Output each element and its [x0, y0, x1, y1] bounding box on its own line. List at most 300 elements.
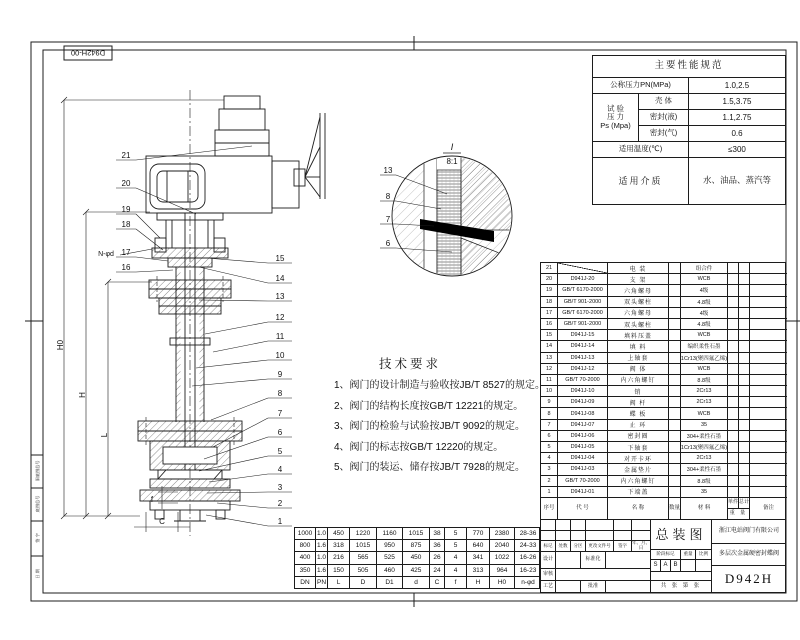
- tb-stage-a: A: [661, 560, 671, 572]
- bom-no: 17: [541, 308, 558, 319]
- bom-unit-weight: [728, 330, 739, 341]
- bom-qty: [669, 319, 681, 330]
- margin-label: 签 字: [35, 533, 40, 543]
- bom-qty: [669, 420, 681, 431]
- bom-remark: [750, 297, 787, 308]
- callout: 1: [277, 517, 283, 526]
- bom-name: 双头螺柱: [608, 319, 669, 330]
- spec-seal-gas-value: 0.6: [689, 126, 785, 142]
- bom-qty: [669, 330, 681, 341]
- tb-blank: [571, 520, 586, 531]
- dim-cell: 16-23: [515, 565, 541, 577]
- callout: 13: [383, 166, 393, 175]
- spec-test-pressure-label: [593, 94, 639, 142]
- dim-l: L: [100, 432, 109, 438]
- tb-blank: [586, 531, 614, 542]
- bom-remark: [750, 476, 787, 487]
- bom-material: 1Cr13(聚四氟乙烯): [681, 442, 728, 453]
- bom-qty: [669, 408, 681, 419]
- dim-cell: 450: [403, 552, 430, 564]
- dim-cell: 425: [403, 565, 430, 577]
- bom-total-weight: [739, 431, 750, 442]
- bom-total-weight: [739, 319, 750, 330]
- spec-seal-gas-label: 密封(气): [639, 126, 689, 142]
- bom-code: GB/T 901-2000: [558, 319, 608, 330]
- bom-qty: [669, 364, 681, 375]
- bom-unit-weight: [728, 364, 739, 375]
- callout: 5: [277, 447, 283, 456]
- spec-seal-liquid-label: 密封(液): [639, 110, 689, 126]
- tb-blank: [556, 520, 571, 531]
- tb-stage-mark: 阶段标记: [651, 550, 681, 560]
- bom-material: 4.8级: [681, 297, 728, 308]
- margin-label: 底图总号: [35, 495, 40, 513]
- bom-unit-weight: [728, 341, 739, 352]
- dim-header: n-φd: [521, 579, 535, 587]
- bom-qty: [669, 308, 681, 319]
- bom-name: 六角螺母: [608, 308, 669, 319]
- bom-no: 8: [541, 408, 558, 419]
- dim-cell: 2380: [490, 528, 515, 540]
- detail-scale: 8:1: [446, 157, 458, 166]
- bom-remark: [750, 341, 787, 352]
- bom-total-weight: [739, 386, 750, 397]
- dim-cell: 38: [430, 528, 445, 540]
- bom-name: 六角螺母: [608, 285, 669, 296]
- bom-remark: [750, 319, 787, 330]
- bom-no: 3: [541, 464, 558, 475]
- dim-cell: 1.6: [316, 540, 328, 552]
- tb-stage-s: S: [651, 560, 661, 572]
- bom-code: D941J-13: [558, 353, 608, 364]
- tb-blank: [556, 531, 571, 542]
- bom-unit-weight: [728, 297, 739, 308]
- bom-code: D941J-10: [558, 386, 608, 397]
- spec-test-line: Ps (Mpa): [600, 120, 631, 130]
- tb-sign: 签字: [614, 541, 632, 552]
- dim-cell: 5: [445, 540, 467, 552]
- bom-no: 4: [541, 453, 558, 464]
- title-block: [540, 520, 786, 593]
- bom-remark: [750, 308, 787, 319]
- callout: 15: [275, 254, 285, 263]
- bom-total-weight: [739, 364, 750, 375]
- dim-c: C: [159, 517, 165, 526]
- bom-unit-weight: [728, 431, 739, 442]
- bom-total-weight: [739, 442, 750, 453]
- dim-cell: 460: [377, 565, 403, 577]
- dim-cell: 26: [430, 552, 445, 564]
- callout: 6: [385, 239, 391, 248]
- bom-total-weight: [739, 353, 750, 364]
- bom-header-material: 材 料: [681, 498, 728, 519]
- callout: 11: [275, 332, 285, 341]
- dim-cell: 1022: [490, 552, 515, 564]
- tb-sheet-note: 共 张 第 张: [651, 581, 712, 593]
- bom-no: 15: [541, 330, 558, 341]
- bom-unit-weight: [728, 476, 739, 487]
- dim-cell: 313: [467, 565, 490, 577]
- bom-unit-weight: [728, 285, 739, 296]
- spec-media-label: 适用介质: [593, 158, 689, 204]
- bom-qty: [669, 274, 681, 285]
- bom-unit-weight: [728, 375, 739, 386]
- detail-label: I: [450, 142, 454, 152]
- bom-no: 18: [541, 297, 558, 308]
- bom-remark: [750, 263, 787, 274]
- bom-total-weight: [739, 464, 750, 475]
- bom-qty: [669, 476, 681, 487]
- tb-blank: [614, 520, 632, 531]
- bom-no: 13: [541, 353, 558, 364]
- bom-total-weight: [739, 476, 750, 487]
- bom-qty: [669, 375, 681, 386]
- spec-shell-label: 壳 体: [639, 94, 689, 110]
- bom-material: 8.8级: [681, 476, 728, 487]
- callout: 9: [277, 370, 283, 379]
- corner-code: D942H-00: [70, 48, 106, 58]
- dim-cell: 525: [377, 552, 403, 564]
- callout: 13: [275, 292, 285, 301]
- spec-test-line: 压 力: [606, 112, 625, 122]
- tech-req-item: 3、阀门的检验与试验按JB/T 9092的规定。: [334, 421, 525, 432]
- tech-req-title: 技术要求: [378, 357, 441, 371]
- technical-requirements: [334, 354, 574, 479]
- tb-blank: [681, 560, 696, 572]
- callout: 6: [277, 428, 283, 437]
- bom-name: 蝶 板: [608, 408, 669, 419]
- bom-material: 35: [681, 420, 728, 431]
- dim-cell: 150: [328, 565, 350, 577]
- bom-unit-weight: [728, 397, 739, 408]
- dim-cell: 36: [430, 540, 445, 552]
- dim-header: PN: [316, 577, 328, 589]
- bom-total-weight: [739, 297, 750, 308]
- dim-cell: 341: [467, 552, 490, 564]
- dim-cell: 964: [490, 565, 515, 577]
- bom-material: 编织柔性石墨: [681, 341, 728, 352]
- bom-name: 支 架: [608, 274, 669, 285]
- spec-pn-value: 1.0,2.5: [689, 78, 785, 94]
- bom-no: 1: [541, 487, 558, 498]
- bom-code: GB/T 70-2000: [558, 375, 608, 386]
- dim-cell: 1.6: [316, 565, 328, 577]
- bom-unit-weight: [728, 442, 739, 453]
- bom-no: 10: [541, 386, 558, 397]
- dim-cell: 400: [295, 552, 316, 564]
- bom-header-weight: [728, 498, 750, 519]
- margin-labels: [34, 461, 41, 579]
- bom-header-remark: 备注: [762, 504, 774, 511]
- bom-name: 内六角螺钉: [608, 476, 669, 487]
- bom-header-name: 名 称: [608, 498, 669, 519]
- callout: 8: [277, 389, 283, 398]
- dim-cell: 5: [445, 528, 467, 540]
- bom-total-weight: [739, 285, 750, 296]
- bom-name: 阀 杆: [608, 397, 669, 408]
- tech-req-item: 1、阀门的设计制造与验收按JB/T 8527的规定。: [334, 380, 545, 391]
- dim-cell: 1220: [350, 528, 377, 540]
- bom-no: 2: [541, 476, 558, 487]
- bom-header-weight-label: 重 量: [729, 510, 748, 517]
- bom-unit-weight: [728, 308, 739, 319]
- dim-cell: 505: [350, 565, 377, 577]
- bom-qty: [669, 263, 681, 274]
- bom-unit-weight: [728, 408, 739, 419]
- bom-remark: [750, 453, 787, 464]
- tb-design: 设计: [541, 552, 556, 569]
- dim-header: DN: [295, 577, 316, 589]
- bom-remark: [750, 386, 787, 397]
- bom-name: 密封圈: [608, 431, 669, 442]
- bom-total-weight: [739, 341, 750, 352]
- bom-code: GB/T 6170-2000: [558, 308, 608, 319]
- dim-cell: 350: [295, 565, 316, 577]
- bom-total-weight: [739, 397, 750, 408]
- tb-blank: [632, 520, 651, 531]
- bom-total-weight: [739, 274, 750, 285]
- bom-name: 对开卡环: [608, 453, 669, 464]
- bom-header-code: 代 号: [558, 498, 608, 519]
- dim-cell: 16-26: [515, 552, 541, 564]
- bom-remark: [750, 431, 787, 442]
- bom-unit-weight: [728, 319, 739, 330]
- tb-assembly-title: 总装图: [651, 520, 712, 550]
- dim-cell: 800: [295, 540, 316, 552]
- bom-header: [540, 497, 786, 520]
- spec-seal-liquid-value: 1.1,2.75: [689, 110, 785, 126]
- spec-test-line: 试 验: [606, 103, 625, 113]
- bom-code: GB/T 70-2000: [558, 476, 608, 487]
- detail-view: [380, 142, 512, 276]
- bom-unit-weight: [728, 420, 739, 431]
- tb-process: 工艺: [541, 581, 556, 594]
- callout: 18: [121, 220, 131, 229]
- bom-qty: [669, 397, 681, 408]
- bom-no: 20: [541, 274, 558, 285]
- bom-remark: [750, 408, 787, 419]
- bom-material: WCB: [681, 274, 728, 285]
- callout: 17: [121, 248, 131, 257]
- margin-label: 日 期: [35, 569, 40, 579]
- bom-header-qty: 数量: [669, 498, 681, 519]
- bom-header-total: 总计: [739, 499, 750, 506]
- bom-material: WCB: [681, 408, 728, 419]
- bom-no: 16: [541, 319, 558, 330]
- tb-blank: [556, 552, 581, 569]
- performance-spec-table: [592, 55, 786, 205]
- dim-cell: 1000: [295, 528, 316, 540]
- bom-name: 填料压盖: [608, 330, 669, 341]
- dim-cell: 216: [328, 552, 350, 564]
- tb-blank: [696, 560, 712, 572]
- tb-approve: 批准: [581, 581, 606, 594]
- dim-header: H: [467, 577, 490, 589]
- tech-req-item: 2、阀门的结构长度按GB/T 12221的规定。: [334, 400, 524, 412]
- bom-name: 电 装: [608, 263, 669, 274]
- bom-qty: [669, 431, 681, 442]
- tb-blank: [571, 531, 586, 542]
- callout: 21: [121, 151, 131, 160]
- bom-header-unit: 单件: [728, 498, 739, 508]
- dim-cell: 565: [350, 552, 377, 564]
- dim-f: f: [150, 495, 154, 504]
- bom-material: 4级: [681, 308, 728, 319]
- spec-media-value: 水、油品、蒸汽等: [702, 175, 771, 186]
- bom-remark: [750, 364, 787, 375]
- tb-blank: [541, 531, 556, 542]
- bom-name: 上轴套: [608, 353, 669, 364]
- tb-blank: [651, 572, 712, 581]
- bom-qty: [669, 464, 681, 475]
- tb-company: 浙江电站阀门有限公司: [712, 520, 786, 544]
- bom-no: 5: [541, 442, 558, 453]
- spec-temp-value: ≤300: [689, 142, 785, 158]
- bom-no: 9: [541, 397, 558, 408]
- callout: 2: [277, 499, 283, 508]
- tb-count: 处数: [556, 541, 571, 552]
- tb-blank: [541, 520, 556, 531]
- bom-remark: [750, 330, 787, 341]
- dim-cell: 24-33: [515, 540, 541, 552]
- bom-code: GB/T 901-2000: [558, 297, 608, 308]
- bom-material: 2Cr13: [681, 386, 728, 397]
- bom-unit-weight: [728, 386, 739, 397]
- dimension-table: [294, 527, 540, 589]
- tb-product-name: 多层次金属硬密封蝶阀: [712, 544, 786, 566]
- tb-blank: [632, 531, 651, 542]
- tb-mark: 标记: [541, 541, 556, 552]
- dim-cell: 1.0: [316, 552, 328, 564]
- tb-blank: [586, 520, 614, 531]
- callout: 16: [121, 263, 131, 272]
- margin-label: 旧底图总号: [35, 460, 40, 482]
- bom-material: 2Cr13: [681, 397, 728, 408]
- bom-material: 4.8级: [681, 319, 728, 330]
- bom-code: D941J-08: [558, 408, 608, 419]
- bom-remark: [750, 285, 787, 296]
- bom-name: 下端盖: [608, 487, 669, 498]
- bom-no: 6: [541, 431, 558, 442]
- tb-blank: [556, 581, 581, 594]
- callout: 20: [121, 179, 131, 188]
- bom-unit-weight: [728, 453, 739, 464]
- dim-cell: 1.0: [316, 528, 328, 540]
- dim-cell: 450: [328, 528, 350, 540]
- tech-req-item: 5、阀门的装运、储存按JB/T 7928的规定。: [334, 462, 525, 473]
- bom-name: 填 料: [608, 341, 669, 352]
- tb-blank: [606, 552, 651, 569]
- tb-blank: [614, 531, 632, 542]
- dim-header: H0: [490, 577, 515, 589]
- bom-material: WCB: [681, 330, 728, 341]
- bom-total-weight: [739, 263, 750, 274]
- bom-name: 内六角螺钉: [608, 375, 669, 386]
- bom-material: 2Cr13: [681, 453, 728, 464]
- bom-material: 35: [681, 487, 728, 498]
- bom-remark: [750, 274, 787, 285]
- bom-no: 11: [541, 375, 558, 386]
- bom-qty: [669, 442, 681, 453]
- tb-change-doc: 更改文件号: [586, 541, 614, 552]
- tb-date: 年、月、日: [632, 541, 650, 550]
- callout: 10: [275, 351, 285, 360]
- bom-material: 4级: [681, 285, 728, 296]
- spec-pn-label: 公称压力PN(MPa): [593, 78, 689, 94]
- spec-shell-value: 1.5,3.75: [689, 94, 785, 110]
- dim-header: D: [350, 577, 377, 589]
- dim-header: f: [445, 577, 467, 589]
- bom-total-weight: [739, 330, 750, 341]
- dim-bolt-holes: N-φd: [98, 251, 114, 258]
- bom-no: 21: [541, 263, 558, 274]
- bom-code: D941J-15: [558, 330, 608, 341]
- bom-table: [540, 262, 786, 497]
- bom-unit-weight: [728, 274, 739, 285]
- bom-total-weight: [739, 375, 750, 386]
- bom-code: D941J-12: [558, 364, 608, 375]
- dim-cell: 1160: [377, 528, 403, 540]
- bom-no: 7: [541, 420, 558, 431]
- bom-code: D941J-20: [558, 274, 608, 285]
- bom-qty: [669, 341, 681, 352]
- bom-total-weight: [739, 308, 750, 319]
- bom-unit-weight: [728, 263, 739, 274]
- bom-material: 304+柔性石墨: [681, 464, 728, 475]
- dim-header: d: [403, 577, 430, 589]
- callout: 4: [277, 465, 283, 474]
- bom-code: D941J-04: [558, 453, 608, 464]
- spec-temp-label: 适用温度(℃): [593, 142, 689, 158]
- bom-remark: [750, 420, 787, 431]
- bom-name: 阀 体: [608, 364, 669, 375]
- bom-material: 1Cr13(聚四氟乙烯): [681, 353, 728, 364]
- bom-qty: [669, 386, 681, 397]
- dim-header: C: [430, 577, 445, 589]
- tb-standard: 标准化: [581, 552, 606, 569]
- callout: 12: [275, 313, 285, 322]
- bom-code: GB/T 6170-2000: [558, 285, 608, 296]
- bom-name: 销: [608, 386, 669, 397]
- tb-audit: 审核: [541, 569, 556, 581]
- bom-code: D941J-05: [558, 442, 608, 453]
- bom-name: 下轴套: [608, 442, 669, 453]
- dim-cell: 770: [467, 528, 490, 540]
- bom-material: 8.8级: [681, 375, 728, 386]
- bom-code: D941J-14: [558, 341, 608, 352]
- bom-name: 止 环: [608, 420, 669, 431]
- tb-stage-b: B: [671, 560, 681, 572]
- callout: 7: [277, 409, 283, 418]
- tech-req-item: 4、阀门的标志按GB/T 12220的规定。: [334, 441, 504, 453]
- tb-blank: [556, 569, 651, 581]
- bom-no: 19: [541, 285, 558, 296]
- bom-remark: [750, 464, 787, 475]
- callout: 19: [121, 205, 131, 214]
- bom-remark: [750, 353, 787, 364]
- dim-cell: 4: [445, 565, 467, 577]
- dim-cell: 640: [467, 540, 490, 552]
- dim-cell: 1015: [403, 528, 430, 540]
- dim-cell: 4: [445, 552, 467, 564]
- dim-header: D1: [377, 577, 403, 589]
- bom-code: D941J-06: [558, 431, 608, 442]
- tb-drawing-number: D942H: [724, 571, 774, 587]
- callout: 3: [277, 483, 283, 492]
- bom-total-weight: [739, 408, 750, 419]
- dim-cell: 24: [430, 565, 445, 577]
- bom-qty: [669, 453, 681, 464]
